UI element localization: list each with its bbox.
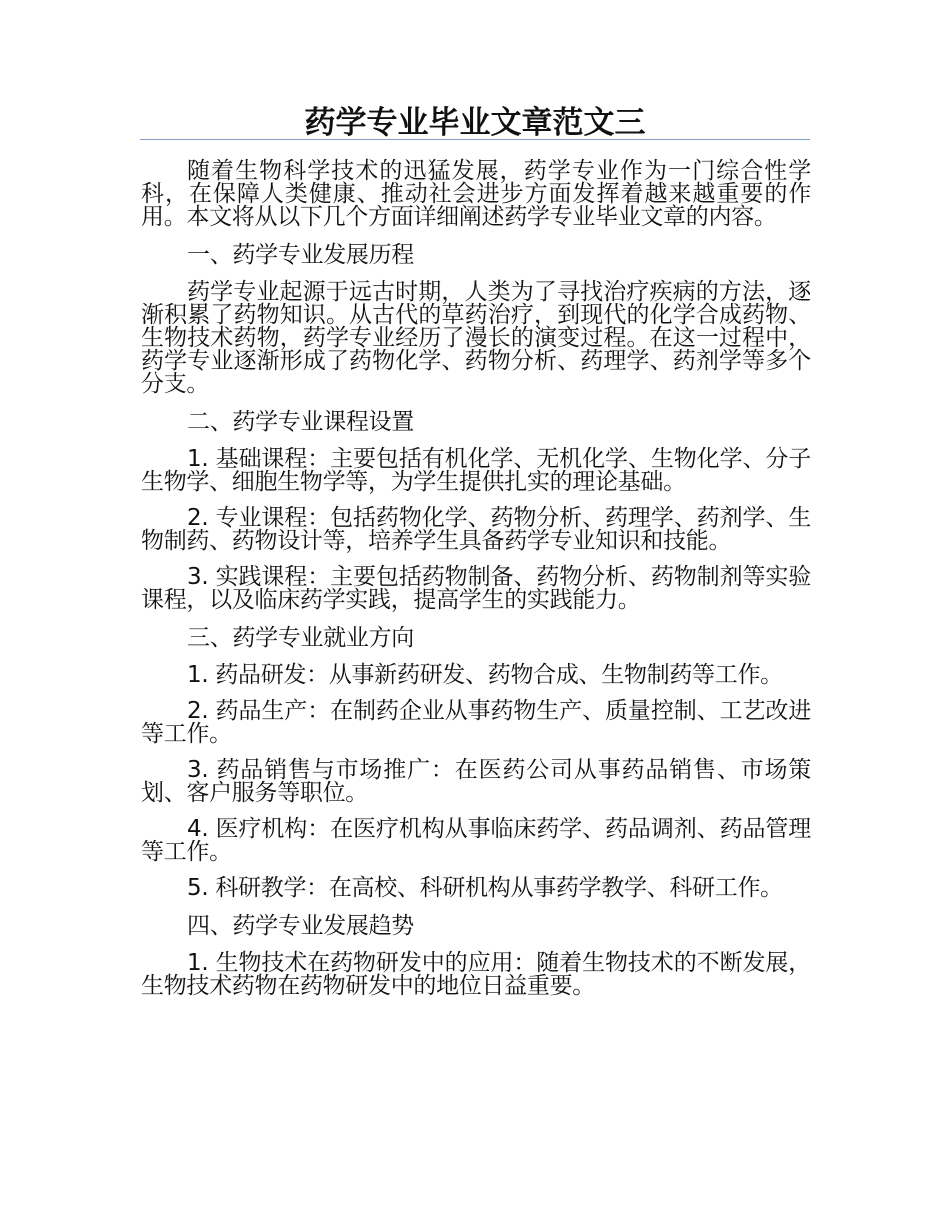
intro-paragraph: 随着生物科学技术的迅猛发展，药学专业作为一门综合性学科，在保障人类健康、推动社会进步方面发挥着越来越重要的作用。本文将从以下几个方面详细阐述药学专业毕业文章的内容。 — [141, 158, 811, 230]
career-item-production: 2. 药品生产：在制药企业从事药物生产、质量控制、工艺改进等工作。 — [141, 698, 811, 747]
career-item-research: 5. 科研教学：在高校、科研机构从事药学教学、科研工作。 — [187, 875, 783, 901]
course-item-basic: 1. 基础课程：主要包括有机化学、无机化学、生物化学、分子生物学、细胞生物学等，为学生提供扎实的理论基础。 — [141, 446, 811, 495]
section-heading-history: 一、药学专业发展历程 — [187, 242, 415, 268]
career-item-medical: 4. 医疗机构：在医疗机构从事临床药学、药品调剂、药品管理等工作。 — [141, 816, 811, 865]
section-heading-courses: 二、药学专业课程设置 — [187, 409, 415, 435]
career-item-sales: 3. 药品销售与市场推广：在医药公司从事药品销售、市场策划、客户服务等职位。 — [141, 757, 811, 806]
course-item-practice: 3. 实践课程：主要包括药物制备、药物分析、药物制剂等实验课程，以及临床药学实践，提高学生的实践能力。 — [141, 564, 811, 613]
section-heading-trends: 四、药学专业发展趋势 — [187, 913, 415, 939]
document-body — [141, 160, 811, 1011]
history-paragraph: 药学专业起源于远古时期，人类为了寻找治疗疾病的方法，逐渐积累了药物知识。从古代的草药治疗，到现代的化学合成药物、生物技术药物，药学专业经历了漫长的演变过程。在这一过程中，药学专业逐渐形成了药物化学、药物分析、药理学、药剂学等多个分支。 — [141, 279, 811, 397]
career-item-rd: 1. 药品研发：从事新药研发、药物合成、生物制药等工作。 — [187, 662, 783, 688]
course-item-professional: 2. 专业课程：包括药物化学、药物分析、药理学、药剂学、生物制药、药物设计等，培养学生具备药学专业知识和技能。 — [141, 505, 811, 554]
document-title: 药学专业毕业文章范文三 — [304, 105, 646, 141]
section-heading-careers: 三、药学专业就业方向 — [187, 625, 415, 651]
trend-item-biotech: 1. 生物技术在药物研发中的应用：随着生物技术的不断发展，生物技术药物在药物研发中的地位日益重要。 — [141, 950, 811, 999]
title-underline — [140, 139, 810, 140]
